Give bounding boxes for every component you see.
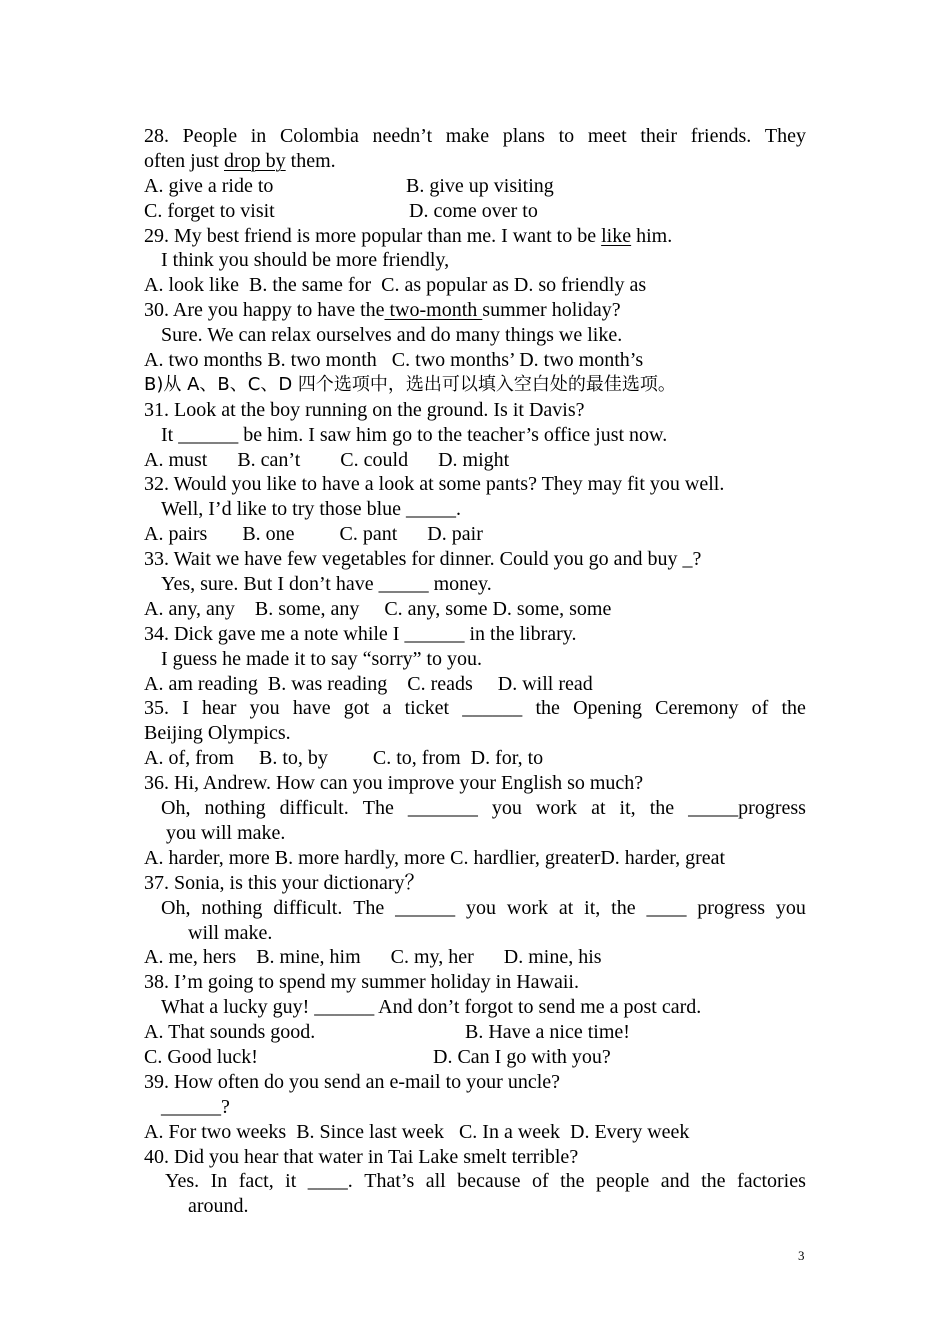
q30-line-2: Sure. We can relax ourselves and do many things we like. bbox=[161, 324, 623, 347]
word: ____ bbox=[646, 896, 687, 919]
q32-line-2: Well, I’d like to try those blue _____. bbox=[161, 498, 461, 521]
word: all bbox=[425, 1170, 446, 1193]
q38-options-row-2 bbox=[144, 1045, 806, 1070]
word: Ceremony bbox=[655, 697, 739, 720]
q28-underlined-phrase: drop by bbox=[224, 149, 286, 172]
word: hear bbox=[202, 697, 237, 720]
q28-option-c: C. forget to visit bbox=[144, 199, 275, 222]
word: _____progress bbox=[688, 797, 806, 820]
word: the bbox=[649, 797, 675, 820]
word: Oh, bbox=[161, 896, 191, 919]
word: ______ bbox=[395, 896, 456, 919]
word: it, bbox=[619, 797, 636, 820]
word: friends. bbox=[690, 125, 752, 147]
q30-underlined-phrase: two-month bbox=[384, 299, 483, 322]
word: In bbox=[210, 1170, 228, 1193]
word: factories bbox=[737, 1170, 806, 1193]
q40-line-1: 40. Did you hear that water in Tai Lake smelt terrible? bbox=[144, 1145, 579, 1168]
document-body bbox=[144, 124, 806, 1219]
q34-options: A. am reading B. was reading C. reads D. will read bbox=[144, 672, 593, 695]
word: you bbox=[491, 797, 522, 820]
word: make bbox=[445, 125, 490, 147]
q38-options-row-1 bbox=[144, 1020, 806, 1045]
q31-line-1: 31. Look at the boy running on the ground. Is it Davis? bbox=[144, 398, 585, 421]
word: of bbox=[751, 697, 769, 720]
word: you bbox=[466, 896, 497, 919]
word: difficult. bbox=[273, 896, 343, 919]
q35-options: A. of, from B. to, by C. to, from D. for, to bbox=[144, 747, 544, 770]
word: People bbox=[182, 125, 238, 147]
word: people bbox=[595, 1170, 650, 1193]
word: the bbox=[611, 896, 636, 919]
word: a bbox=[382, 697, 392, 720]
word: _______ bbox=[407, 797, 478, 820]
word: plans bbox=[502, 125, 545, 147]
word: work bbox=[535, 797, 578, 820]
word: meet bbox=[587, 125, 627, 147]
q34-line-1: 34. Dick gave me a note while I ______ in the library. bbox=[144, 622, 577, 645]
word: the bbox=[781, 697, 806, 720]
word: you bbox=[249, 697, 280, 720]
word: the bbox=[701, 1170, 726, 1193]
q28-option-d: D. come over to bbox=[409, 199, 538, 222]
q34-line-2: I guess he made it to say “sorry” to you. bbox=[161, 647, 483, 670]
q28-line-2: often just drop by them. bbox=[144, 149, 336, 172]
q38-option-d: D. Can I go with you? bbox=[433, 1045, 611, 1068]
page-number: 3 bbox=[798, 1248, 805, 1263]
q38-option-a: A. That sounds good. bbox=[144, 1021, 316, 1044]
word: They bbox=[764, 125, 806, 147]
word: because bbox=[457, 1170, 521, 1193]
word: have bbox=[292, 697, 331, 720]
word: fact, bbox=[238, 1170, 274, 1193]
word: Oh, bbox=[161, 797, 191, 820]
q40-line-3: around. bbox=[188, 1195, 249, 1218]
word: Yes. bbox=[165, 1170, 200, 1193]
word: nothing bbox=[204, 797, 266, 820]
word: the bbox=[535, 697, 560, 720]
q40-line-2 bbox=[144, 1169, 806, 1194]
q39-line-2: ______? bbox=[161, 1095, 230, 1118]
q28-option-b: B. give up visiting bbox=[406, 174, 554, 197]
q39-line-1: 39. How often do you send an e-mail to your uncle? bbox=[144, 1070, 561, 1093]
word: ______ bbox=[462, 697, 523, 720]
q38-line-1: 38. I’m going to spend my summer holiday in Hawaii. bbox=[144, 971, 579, 994]
word: The bbox=[353, 896, 385, 919]
word: of bbox=[531, 1170, 549, 1193]
word: and bbox=[660, 1170, 690, 1193]
word: The bbox=[362, 797, 394, 820]
q32-options: A. pairs B. one C. pant D. pair bbox=[144, 523, 483, 546]
word: needn’t bbox=[372, 125, 433, 147]
q38-line-2: What a lucky guy! ______ And don’t forgot to send me a post card. bbox=[161, 996, 702, 1019]
q29-underlined-word: like bbox=[601, 224, 632, 247]
word: to bbox=[558, 125, 575, 147]
word: Colombia bbox=[279, 125, 359, 147]
q35-line-1 bbox=[144, 696, 806, 721]
q28-line-1 bbox=[144, 124, 806, 149]
section-b-instruction: B)从 A、B、C、D 四个选项中，选出可以填入空白处的最佳选项。 bbox=[144, 373, 676, 395]
q36-line-3: you will make. bbox=[166, 821, 286, 844]
word: at bbox=[558, 896, 574, 919]
q37-line-1: 37. Sonia, is this your dictionary？ bbox=[144, 871, 425, 894]
q30-line-1: 30. Are you happy to have the two-month summer holiday? bbox=[144, 299, 621, 322]
word: got bbox=[343, 697, 370, 720]
word: progress bbox=[697, 896, 766, 919]
q36-options: A. harder, more B. more hardly, more C. hardlier, greaterD. harder, great bbox=[144, 846, 726, 869]
q36-line-1: 36. Hi, Andrew. How can you improve your English so much? bbox=[144, 772, 644, 795]
q38-option-c: C. Good luck! bbox=[144, 1045, 258, 1068]
word: at bbox=[591, 797, 606, 820]
q38-option-b: B. Have a nice time! bbox=[465, 1021, 630, 1044]
q37-line-3: will make. bbox=[188, 921, 273, 944]
q33-options: A. any, any B. some, any C. any, some D. some, some bbox=[144, 597, 612, 620]
word: it, bbox=[584, 896, 601, 919]
q29-line-2: I think you should be more friendly, bbox=[161, 249, 450, 272]
q36-line-2 bbox=[144, 796, 806, 821]
q28-option-a: A. give a ride to bbox=[144, 174, 274, 197]
q37-options: A. me, hers B. mine, him C. my, her D. mine, his bbox=[144, 946, 602, 969]
word: nothing bbox=[201, 896, 263, 919]
q31-line-2: It ______ be him. I saw him go to the teacher’s office just now. bbox=[161, 423, 668, 446]
q35-line-2: Beijing Olympics. bbox=[144, 722, 291, 745]
word: their bbox=[640, 125, 678, 147]
word: ____. bbox=[307, 1170, 353, 1193]
word: the bbox=[560, 1170, 585, 1193]
q33-line-2: Yes, sure. But I don’t have _____ money. bbox=[161, 573, 492, 596]
word: 35. bbox=[144, 697, 169, 720]
q31-options: A. must B. can’t C. could D. might bbox=[144, 448, 510, 471]
q37-line-2 bbox=[144, 896, 806, 921]
q29-options: A. look like B. the same for C. as popular as D. so friendly as bbox=[144, 274, 647, 297]
word: That’s bbox=[364, 1170, 415, 1193]
q28-options-row-2 bbox=[144, 199, 806, 224]
q29-line-1: 29. My best friend is more popular than me. I want to be like him. bbox=[144, 224, 673, 247]
q30-options: A. two months B. two month C. two months’ D. two month’s bbox=[144, 349, 644, 372]
q28-options-row-1 bbox=[144, 174, 806, 199]
q33-line-1: 33. Wait we have few vegetables for dinner. Could you go and buy _? bbox=[144, 548, 702, 571]
word: difficult. bbox=[279, 797, 349, 820]
word: in bbox=[250, 125, 267, 147]
word: work bbox=[506, 896, 548, 919]
q39-options: A. For two weeks B. Since last week C. In a week D. Every week bbox=[144, 1120, 690, 1143]
word: you bbox=[775, 896, 806, 919]
word: 28. bbox=[144, 125, 169, 147]
q32-line-1: 32. Would you like to have a look at some pants? They may fit you well. bbox=[144, 473, 725, 496]
word: I bbox=[182, 697, 189, 720]
word: Opening bbox=[573, 697, 642, 720]
word: ticket bbox=[404, 697, 450, 720]
word: it bbox=[285, 1170, 297, 1193]
